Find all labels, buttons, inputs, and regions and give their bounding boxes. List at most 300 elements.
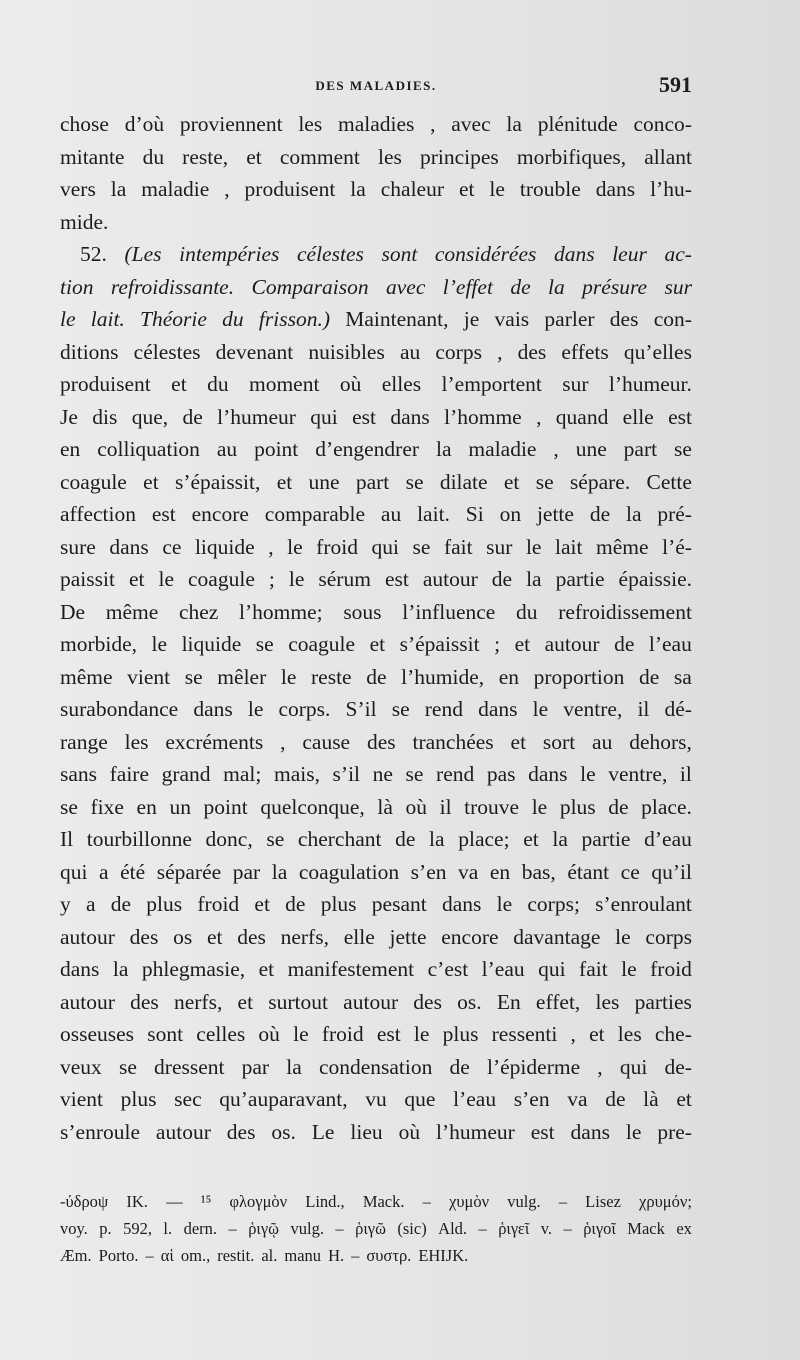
word: pre- [657,1119,692,1144]
text-line [60,271,692,304]
word: se [535,469,554,494]
word: le [288,567,305,591]
word: la [526,567,542,591]
word: autour [544,632,600,656]
word: il [679,762,692,786]
word: osseuses [60,1022,135,1046]
word: intempéries [179,242,280,266]
word: est [384,567,409,591]
footnote-word: ¹⁵ [200,1192,212,1211]
word: se [391,697,410,721]
word: sur [664,274,692,299]
word: en [498,664,520,689]
word: une [308,469,340,494]
word: le [60,307,76,331]
word: d’engendrer [315,437,420,461]
word: Comparaison [251,274,369,299]
text-line [60,1051,692,1084]
word: , [224,177,230,201]
footnote-word: ex [676,1219,692,1238]
word: la [552,827,568,851]
word: présure [582,274,648,299]
word: d’où [124,112,165,136]
word: partie [581,827,631,851]
text-line [60,1083,692,1116]
text-line [60,596,692,629]
footnote-word: restit. [217,1246,255,1265]
word: proviennent [179,112,283,136]
text-line [60,726,692,759]
text-line [60,1116,692,1149]
word: comparable [264,502,366,526]
word: sont [147,1022,184,1046]
footnote-word: – [563,1219,572,1238]
word: (Les [124,242,162,266]
word: dans [528,762,568,786]
word: au [592,729,613,754]
word: frisson.) [258,307,330,331]
word: dans [109,534,149,559]
word: ; [494,632,501,656]
word: est [530,1119,555,1144]
word: cause [302,729,351,754]
footnote-word: 592, [123,1219,152,1238]
word: célestes [133,339,201,364]
word: avec [385,274,426,299]
word: la [548,274,565,299]
word: mêler [217,664,267,689]
footnote-word: χυμὸν [449,1192,490,1211]
word: lait [555,534,583,559]
footnote-word: Æm. [60,1246,92,1265]
word: produisent [244,177,336,201]
word: davantage [513,924,601,949]
word: vu [365,1087,387,1111]
word: la [506,112,522,136]
word: mal; [223,762,262,786]
text-line [60,466,692,499]
word: par [241,1054,270,1079]
word: point [203,794,248,819]
footnote-word: Ald. [438,1219,468,1238]
word: plénitude [537,112,618,136]
word: qu’elles [623,339,692,364]
word: autour [155,1119,211,1144]
text-line [60,401,692,434]
word: qu’auparavant, [219,1087,348,1111]
word: qui [619,1054,648,1079]
word: même [596,534,649,559]
word: jette [389,924,427,949]
word: le [525,534,542,559]
word: plus [442,1022,479,1046]
word: maladie [141,177,210,201]
word: qui [538,957,566,981]
word: en [136,794,157,819]
word: où [258,1022,280,1046]
word: de [614,632,635,656]
footnote-word: χρυμόν; [639,1192,692,1211]
text-line [60,791,692,824]
text-line [60,823,692,856]
footnote-word: – [422,1192,431,1211]
word: le [580,762,596,786]
word: au [399,339,421,364]
word: séparée [156,859,222,884]
word: des [366,729,396,754]
word: l’humeur [217,404,296,429]
word: maladie [468,437,537,461]
word: condensation [318,1054,433,1079]
word: conco- [633,112,692,136]
word: et [254,892,270,916]
word: le [489,177,505,201]
word: mais, [273,762,320,786]
footnote-word: IK. [126,1192,148,1211]
word: place; [458,827,510,851]
word: a [85,892,96,916]
word: l’emportent [441,372,542,396]
word: l’é- [662,534,692,559]
word: plus [320,892,357,916]
word: les [377,144,402,169]
text-line [60,238,692,271]
word: cherchant [297,827,382,851]
footnote-word: — [166,1192,183,1211]
word: vient [127,664,171,689]
word: Maintenant, [345,307,449,331]
word: che- [654,1022,692,1046]
word: coagule [188,567,255,591]
footnote-line [60,1242,692,1269]
word: là [377,794,393,819]
word: dressent [154,1054,225,1079]
text-line [60,758,692,791]
word: le [496,892,513,916]
word: elle [622,404,654,429]
word: l’épiderme [487,1054,581,1079]
word: veux [60,1054,102,1079]
word: tourbillonne [86,827,192,851]
footnote-word: v. [540,1219,553,1238]
footnote-word: Mack. [362,1192,405,1211]
word: des [413,989,442,1014]
word: l’influence [402,599,496,624]
word: sur [486,534,513,559]
footnote-word: EHIJK. [418,1246,469,1265]
word: l’humeur [436,1119,515,1144]
word: de [182,404,203,429]
word: se [674,437,692,461]
word: et [171,372,187,396]
word: , [570,1022,576,1046]
footnote-word: l. [163,1219,173,1238]
word: que, [131,404,169,429]
word: , [280,729,286,754]
footnote-word: (sic) [397,1219,427,1238]
word: célestes [297,242,364,266]
word: sort [542,729,576,754]
word: reste, [182,144,229,169]
text-line [60,986,692,1019]
word: s’enroulant [595,892,692,916]
word: l’homme; [239,599,323,624]
word: et [510,729,527,754]
word: et [458,177,475,201]
word: mitante [60,144,125,169]
word: phlegmasie, [141,957,246,981]
word: ce [620,859,640,884]
word: place. [641,794,692,819]
word: et [589,1022,605,1046]
word: le [287,534,303,559]
word: coagulation [298,859,400,884]
footnote-line [60,1215,692,1242]
word: bas, [521,859,556,884]
word: dans [390,404,430,429]
word: Théorie [140,307,207,331]
footnote-word: Mack [627,1219,665,1238]
footnote-word: φλογμὸν [229,1192,288,1211]
word: et [128,567,145,591]
word: donc, [205,827,253,851]
word: rend [436,762,475,786]
word: se [412,534,431,559]
text-line [60,303,692,336]
word: En [496,989,521,1014]
word: le [413,1022,430,1046]
word: la [429,827,445,851]
word: dehors, [629,729,692,754]
word: et [369,632,386,656]
text-line [60,856,692,889]
word: épaissie. [618,567,692,591]
word: et [523,827,539,851]
word: du [207,372,229,396]
word: du [516,599,538,624]
word: des [517,339,547,364]
word: , [536,404,542,429]
word: l’eau [481,957,525,981]
word: par [232,859,261,884]
word: de [491,567,513,591]
word: reste [311,664,352,689]
word: des [129,924,159,949]
word: sure [60,534,96,559]
word: surtout [268,989,328,1014]
word: dans [193,697,233,721]
word: chaleur [380,177,444,201]
word: il [439,794,452,819]
word: ac- [664,242,692,266]
footnote-word: αἱ [160,1246,174,1265]
footnote-word: ῥιγῶ [355,1219,386,1238]
word: la [625,502,642,526]
word: plus [559,794,596,819]
word: dans [441,892,482,916]
word: c’est [427,957,469,981]
word: froid [650,957,692,981]
word: où [398,1119,421,1144]
word: qu’il [651,859,692,884]
word: des [226,1119,256,1144]
word: l’humeur. [608,372,692,396]
word: s’épaissit [399,632,480,656]
word: lieu [350,1119,383,1144]
word: pas [486,762,516,786]
word: la [110,177,127,201]
word: ventre, [563,697,623,721]
text-line [60,141,692,174]
word: se [255,632,274,656]
footnote-word: Porto. [98,1246,139,1265]
word: dans [60,957,100,981]
word: de [366,664,387,689]
word: autour [422,567,478,591]
text-line [60,563,692,596]
footnote-word: om., [180,1246,211,1265]
word: proportion [533,664,625,689]
word: des [130,989,159,1014]
text-line [60,433,692,466]
footnote-word: ῥιγῷ [248,1219,280,1238]
word: dé- [664,697,692,721]
word: , [497,339,503,364]
word: se [405,469,424,494]
word: nerfs, [280,924,329,949]
word: se [405,762,424,786]
word: qui [371,534,399,559]
footnote-word: H. [328,1246,345,1265]
footnote-word: ῥιγοῖ [583,1219,616,1238]
footnote-word: p. [99,1219,112,1238]
word: même [105,599,159,624]
word: pré- [657,502,692,526]
word: plus [120,1087,157,1111]
word: dans [595,177,636,201]
text-line [60,206,692,239]
word: l’effet [442,274,493,299]
word: principes [419,144,499,169]
word: Je [60,404,78,429]
word: l’eau [453,1087,497,1111]
word: Le [311,1119,335,1144]
word: trouble [519,177,581,201]
word: parties [634,989,692,1014]
word: coagule [60,469,127,494]
word: pesant [371,892,427,916]
word: part [355,469,390,494]
word: la [435,437,452,461]
word: chez [178,599,219,624]
word: plus [146,892,183,916]
word: de [110,892,132,916]
word: Cette [646,469,692,494]
text-line [60,368,692,401]
word: manifestement [287,957,415,981]
word: de [395,827,416,851]
word: même [60,664,113,689]
word: partie [555,567,605,591]
word: se [184,664,203,689]
word: le [151,632,168,656]
word: sec [174,1087,202,1111]
word: de [608,794,629,819]
word: refroidissement [558,599,692,624]
word: trouve [464,794,520,819]
word: le [247,697,264,721]
word: s’enroule [60,1119,140,1144]
word: les [617,1022,642,1046]
word: des [609,307,639,331]
word: produisent [60,372,151,396]
word: et [143,469,159,494]
word: les [298,112,323,136]
word: est [151,502,176,526]
word: fait [443,534,473,559]
word: où [405,794,428,819]
word: sont [381,242,418,266]
word: corps [435,339,482,364]
footnote-word: – [558,1192,568,1211]
word: vais [494,307,530,331]
word: l’humide, [401,664,485,689]
word: vient [60,1087,103,1111]
word: quelconque, [260,794,365,819]
word: d’eau [644,827,692,851]
word: on [499,502,522,526]
footnotes [60,1188,692,1269]
word: est [668,404,692,429]
word: les [124,729,149,754]
word: un [169,794,191,819]
word: morbifiques, [516,144,627,169]
word: tion [60,274,94,299]
text-line [60,921,692,954]
word: tranchées [412,729,494,754]
word: lait. [90,307,125,331]
word: de [605,1087,626,1111]
word: fait [579,957,608,981]
word: en [60,437,81,461]
word: morbide, [60,632,138,656]
word: et [206,924,223,949]
word: l’eau [648,632,692,656]
word: os. [271,1119,296,1144]
word: elle [343,924,375,949]
footnote-word: vulg. [507,1192,541,1211]
word: faire [109,762,150,786]
text-line [60,693,692,726]
word: De [60,599,86,624]
word: le [531,794,548,819]
word: les [595,989,620,1014]
footnote-word: Lind., [305,1192,345,1211]
word: devenant [215,339,294,364]
word: parler [544,307,595,331]
word: y [60,892,71,916]
word: le [280,664,297,689]
text-line [60,1018,692,1051]
word: là [643,1087,659,1111]
word: en [489,859,511,884]
word: l’hu- [650,177,692,201]
word: comment [279,144,360,169]
word: effets [561,339,609,364]
word: surabondance [60,697,179,721]
footnote-word: ῥιγεῖ [498,1219,530,1238]
word: autour [343,989,399,1014]
